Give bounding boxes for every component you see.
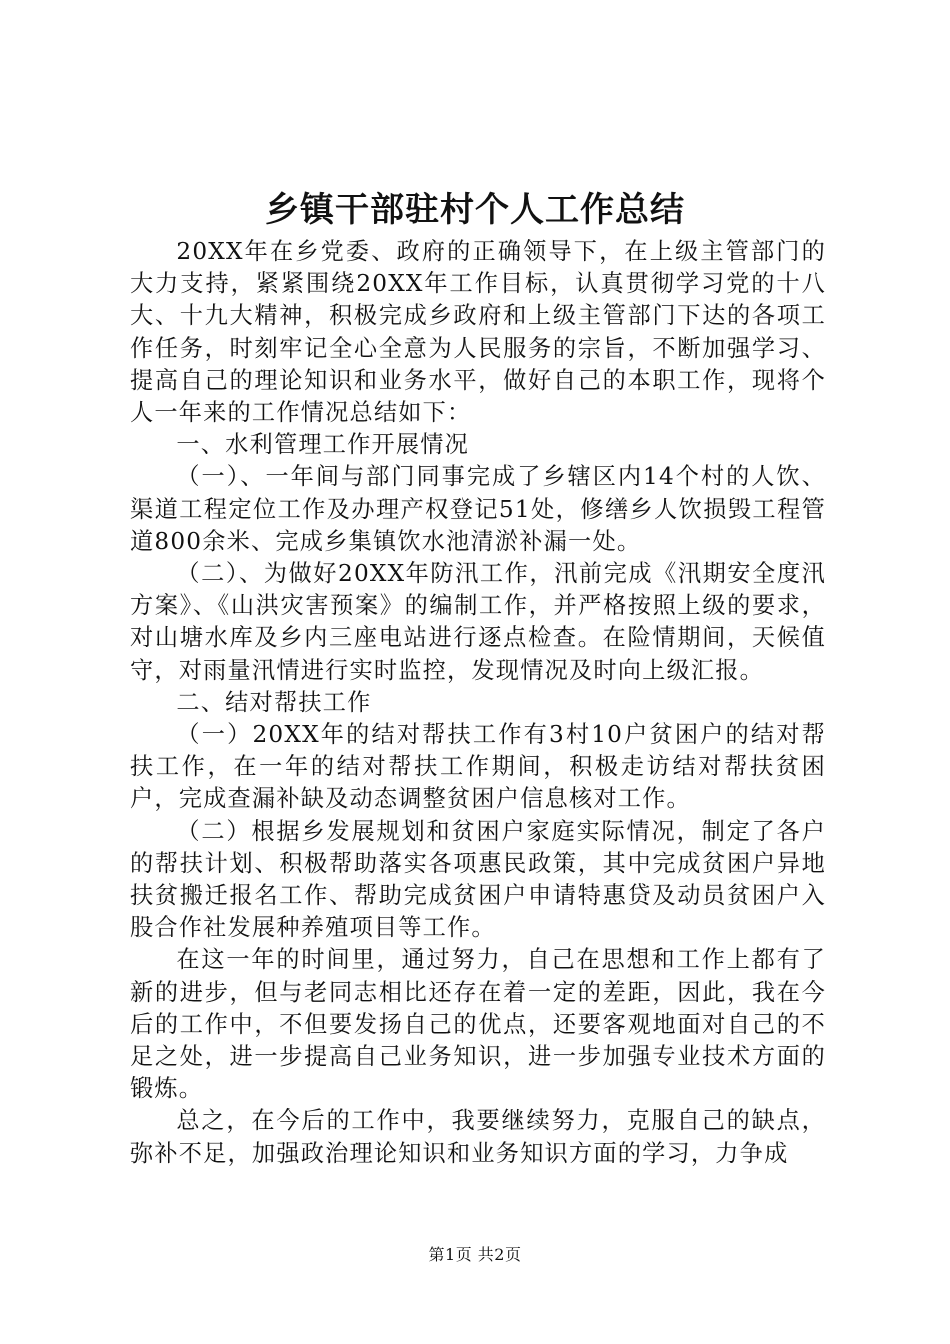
paragraph-conclusion: 总之，在今后的工作中，我要继续努力，克服自己的缺点，弥补不足，加强政治理论知识和业务知识方面的学习，力争成: [130, 1107, 826, 1167]
paragraph-water-2: （二）、为做好20XX年防汛工作，汛前完成《汛期安全度汛方案》、《山洪灾害预案》的编制工作，并严格按照上级的要求，对山塘水库及乡内三座电站进行逐点检查。在险情期间，天候值守，对雨量汛情进行实时监控，发现情况及时向上级汇报。: [130, 560, 826, 684]
page-number-footer: 第1页 共2页: [428, 1245, 522, 1264]
document-title: 乡镇干部驻村个人工作总结: [265, 190, 685, 230]
paragraph-intro: 20XX年在乡党委、政府的正确领导下，在上级主管部门的大力支持，紧紧围绕20XX年工作目标，认真贯彻学习党的十八大、十九大精神，积极完成乡政府和上级主管部门下达的各项工作任务，时刻牢记全心全意为人民服务的宗旨，不断加强学习、提高自己的理论知识和业务水平，做好自己的本职工作，现将个人一年来的工作情况总结如下：: [130, 238, 826, 427]
paragraph-assistance-1: （一）20XX年的结对帮扶工作有3村10户贫困户的结对帮扶工作，在一年的结对帮扶工作期间，积极走访结对帮扶贫困户，完成查漏补缺及动态调整贫困户信息核对工作。: [130, 721, 826, 813]
section-heading-assistance: 二、结对帮扶工作: [176, 688, 372, 716]
paragraph-assistance-2: （二）根据乡发展规划和贫困户家庭实际情况，制定了各户的帮扶计划、积极帮助落实各项惠民政策，其中完成贫困户异地扶贫搬迁报名工作、帮助完成贫困户申请特惠贷及动员贫困户入股合作社发展种养殖项目等工作。: [130, 817, 826, 942]
paragraph-water-1: （一）、一年间与部门同事完成了乡辖区内14个村的人饮、渠道工程定位工作及办理产权登记51处，修缮乡人饮损毁工程管道800余米、完成乡集镇饮水池清淤补漏一处。: [130, 463, 826, 555]
document-body: [130, 236, 826, 1170]
section-heading-water: 一、水利管理工作开展情况: [176, 431, 470, 459]
paragraph-reflection: 在这一年的时间里，通过努力，自己在思想和工作上都有了新的进步，但与老同志相比还存在着一定的差距，因此，我在今后的工作中，不但要发扬自己的优点，还要客观地面对自己的不足之处，进一步提高自己业务知识，进一步加强专业技术方面的锻炼。: [130, 946, 826, 1103]
